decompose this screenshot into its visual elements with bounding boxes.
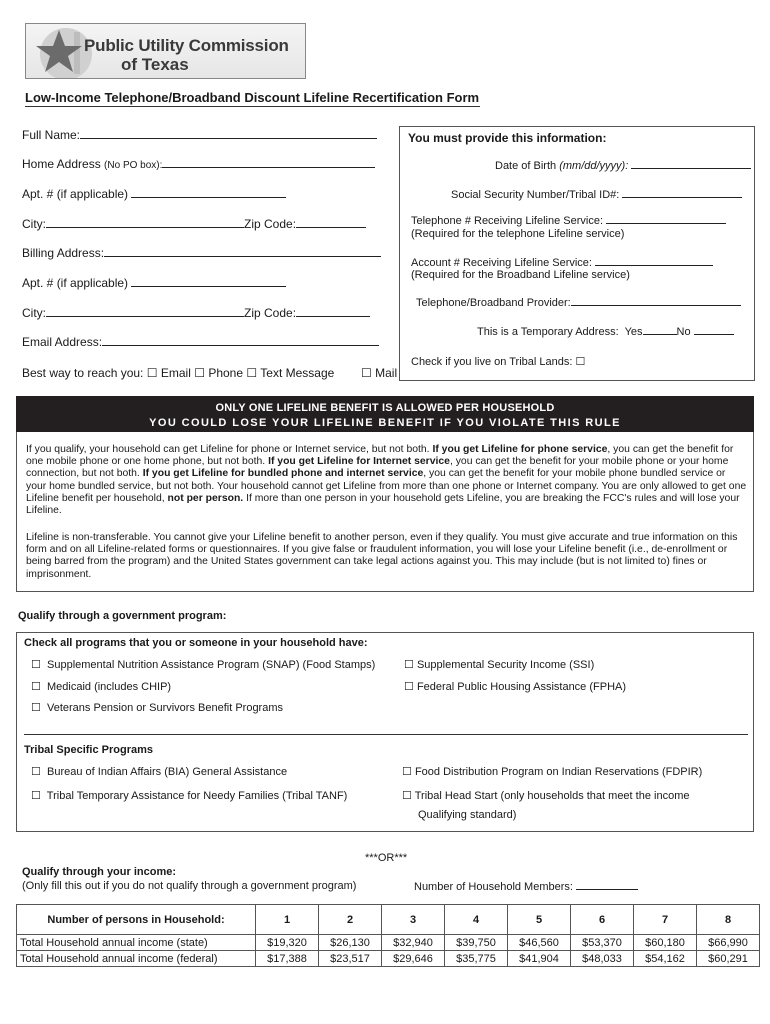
persons-7: 7 <box>634 905 697 935</box>
zip-label-1: Zip Code: <box>244 217 297 231</box>
full-name-label: Full Name: <box>22 128 81 142</box>
checkbox-tribal-tanf[interactable]: ☐ Tribal Temporary Assistance for Needy Families (Tribal TANF) <box>31 790 348 802</box>
federal-income-7: $54,162 <box>634 951 697 967</box>
persons-6: 6 <box>571 905 634 935</box>
account-note: (Required for the Broadband Lifeline service) <box>411 269 630 281</box>
zip-label-2: Zip Code: <box>244 306 297 320</box>
check-all-label: Check all programs that you or someone in your household have: <box>24 637 368 649</box>
best-way-label: Best way to reach you: <box>22 366 144 380</box>
table-header-label: Number of persons in Household: <box>17 905 256 935</box>
dob-field[interactable]: Date of Birth (mm/dd/yyyy): <box>495 159 751 172</box>
city-label-1: City: <box>22 217 46 231</box>
telephone-note: (Required for the telephone Lifeline service) <box>411 228 625 240</box>
table-row <box>17 935 760 951</box>
gov-programs-box <box>16 632 754 832</box>
rules-paragraph-1: If you qualify, your household can get Lifeline for phone or Internet service, but not both. If you get Lifeline for phone service, you can get the benefit for one mobile phone or one home phone, but not both. If you get Lifeline for Internet service, you can get the benefit for your mobile phone or your home connection, but not both. If you get Lifeline for bundled phone and internet service, you can get the benefit for your mobile phone bundled service or your home bundled service, but not both. Your household cannot get Lifeline from more than one phone or Internet company. You are only allowed to get one Lifeline benefit per household, not per person. If more than one person in your household gets Lifeline, you are breaking the FCC's rules and will lose your Lifeline. <box>26 444 747 517</box>
checkbox-veterans[interactable]: ☐ Veterans Pension or Survivors Benefit Programs <box>31 702 284 714</box>
income-table <box>16 904 760 967</box>
gov-program-heading: Qualify through a government program: <box>18 610 227 622</box>
home-address-field[interactable] <box>22 157 375 171</box>
apt-label-2: Apt. # (if applicable) <box>22 276 129 290</box>
checkbox-tribal-head-start[interactable]: ☐ Tribal Head Start (only households that meet the income <box>402 790 690 802</box>
ssn-field[interactable]: Social Security Number/Tribal ID#: <box>451 188 742 201</box>
home-address-note: (No PO box): <box>104 160 163 171</box>
state-income-6: $53,370 <box>571 935 634 951</box>
persons-1: 1 <box>256 905 319 935</box>
checkbox-phone[interactable]: ☐ Phone <box>194 366 244 380</box>
warning-line2: YOU COULD LOSE YOUR LIFELINE BENEFIT IF YOU VIOLATE THIS RULE <box>149 417 621 429</box>
federal-income-4: $35,775 <box>445 951 508 967</box>
state-income-2: $26,130 <box>319 935 382 951</box>
apt-label-1: Apt. # (if applicable) <box>22 187 129 201</box>
head-start-continuation: Qualifying standard) <box>418 809 517 821</box>
tribal-lands-checkbox[interactable]: ☐ <box>575 356 586 368</box>
federal-income-label: Total Household annual income (federal) <box>17 951 256 967</box>
state-income-8: $66,990 <box>697 935 760 951</box>
apt-field-2[interactable] <box>22 276 286 290</box>
persons-2: 2 <box>319 905 382 935</box>
contact-preference <box>22 366 397 380</box>
checkbox-ssi[interactable]: ☐ Supplemental Security Income (SSI) <box>404 659 595 671</box>
federal-income-2: $23,517 <box>319 951 382 967</box>
or-divider: ***OR*** <box>365 852 408 864</box>
persons-8: 8 <box>697 905 760 935</box>
checkbox-text-message[interactable]: ☐ Text Message <box>246 366 335 380</box>
account-field[interactable]: Account # Receiving Lifeline Service: <box>411 256 713 269</box>
puc-texas-logo <box>25 23 306 79</box>
logo-line1: Public Utility Commission <box>84 36 289 55</box>
warning-banner <box>16 396 754 432</box>
checkbox-email[interactable]: ☐ Email <box>146 366 191 380</box>
checkbox-snap[interactable]: ☐ Supplemental Nutrition Assistance Program (SNAP) (Food Stamps) <box>31 659 376 671</box>
form-title: Low-Income Telephone/Broadband Discount Lifeline Recertification Form <box>25 90 480 105</box>
email-field[interactable] <box>22 335 379 349</box>
rules-paragraph-2: Lifeline is non-transferable. You cannot give your Lifeline benefit to another person, even if they qualify. You must give accurate and true information on this form and on all Lifeline-related forms or questionnaires. If you give false or fraudulent information, you will lose your Lifeline benefit (i.e., de-enrollment or being barred from the program) and the United States government can take legal actions against you. This may include (but is not limited to) fines or imprisonment. <box>26 532 738 580</box>
state-income-7: $60,180 <box>634 935 697 951</box>
programs-divider <box>24 734 748 735</box>
income-heading: Qualify through your income: <box>22 866 177 878</box>
warning-line1: ONLY ONE LIFELINE BENEFIT IS ALLOWED PER HOUSEHOLD <box>215 402 555 414</box>
checkbox-medicaid[interactable]: ☐ Medicaid (includes CHIP) <box>31 681 172 693</box>
federal-income-1: $17,388 <box>256 951 319 967</box>
email-label: Email Address: <box>22 335 103 349</box>
city-label-2: City: <box>22 306 46 320</box>
rules-box <box>16 432 754 592</box>
household-members-field[interactable]: Number of Household Members: <box>414 880 638 893</box>
federal-income-6: $48,033 <box>571 951 634 967</box>
city-zip-field-1[interactable] <box>22 217 366 231</box>
full-name-field[interactable] <box>22 128 377 142</box>
home-address-label: Home Address <box>22 157 101 171</box>
billing-address-field[interactable] <box>22 246 381 260</box>
apt-field-1[interactable] <box>22 187 286 201</box>
state-income-5: $46,560 <box>508 935 571 951</box>
persons-3: 3 <box>382 905 445 935</box>
telephone-field[interactable]: Telephone # Receiving Lifeline Service: <box>411 214 726 227</box>
income-note: (Only fill this out if you do not qualify through a government program) <box>22 880 357 892</box>
required-info-header: You must provide this information: <box>408 131 607 145</box>
table-header-row <box>17 905 760 935</box>
billing-address-label: Billing Address: <box>22 246 105 260</box>
logo-line2: of Texas <box>121 55 189 74</box>
city-zip-field-2[interactable] <box>22 306 370 320</box>
federal-income-5: $41,904 <box>508 951 571 967</box>
state-income-label: Total Household annual income (state) <box>17 935 256 951</box>
federal-income-3: $29,646 <box>382 951 445 967</box>
persons-4: 4 <box>445 905 508 935</box>
provider-field[interactable]: Telephone/Broadband Provider: <box>416 296 741 309</box>
state-income-1: $19,320 <box>256 935 319 951</box>
persons-5: 5 <box>508 905 571 935</box>
checkbox-fdpir[interactable]: ☐ Food Distribution Program on Indian Reservations (FDPIR) <box>402 766 703 778</box>
federal-income-8: $60,291 <box>697 951 760 967</box>
checkbox-fpha[interactable]: ☐ Federal Public Housing Assistance (FPHA) <box>404 681 627 693</box>
tribal-programs-heading: Tribal Specific Programs <box>24 744 153 756</box>
temporary-address-field[interactable]: This is a Temporary Address: Yes No <box>477 325 734 338</box>
tribal-lands-field[interactable]: Check if you live on Tribal Lands: ☐ <box>411 356 586 368</box>
state-income-4: $39,750 <box>445 935 508 951</box>
state-income-3: $32,940 <box>382 935 445 951</box>
required-info-box <box>399 126 755 381</box>
checkbox-mail[interactable]: ☐ Mail <box>361 366 398 380</box>
checkbox-bia[interactable]: ☐ Bureau of Indian Affairs (BIA) General Assistance <box>31 766 288 778</box>
table-row <box>17 951 760 967</box>
